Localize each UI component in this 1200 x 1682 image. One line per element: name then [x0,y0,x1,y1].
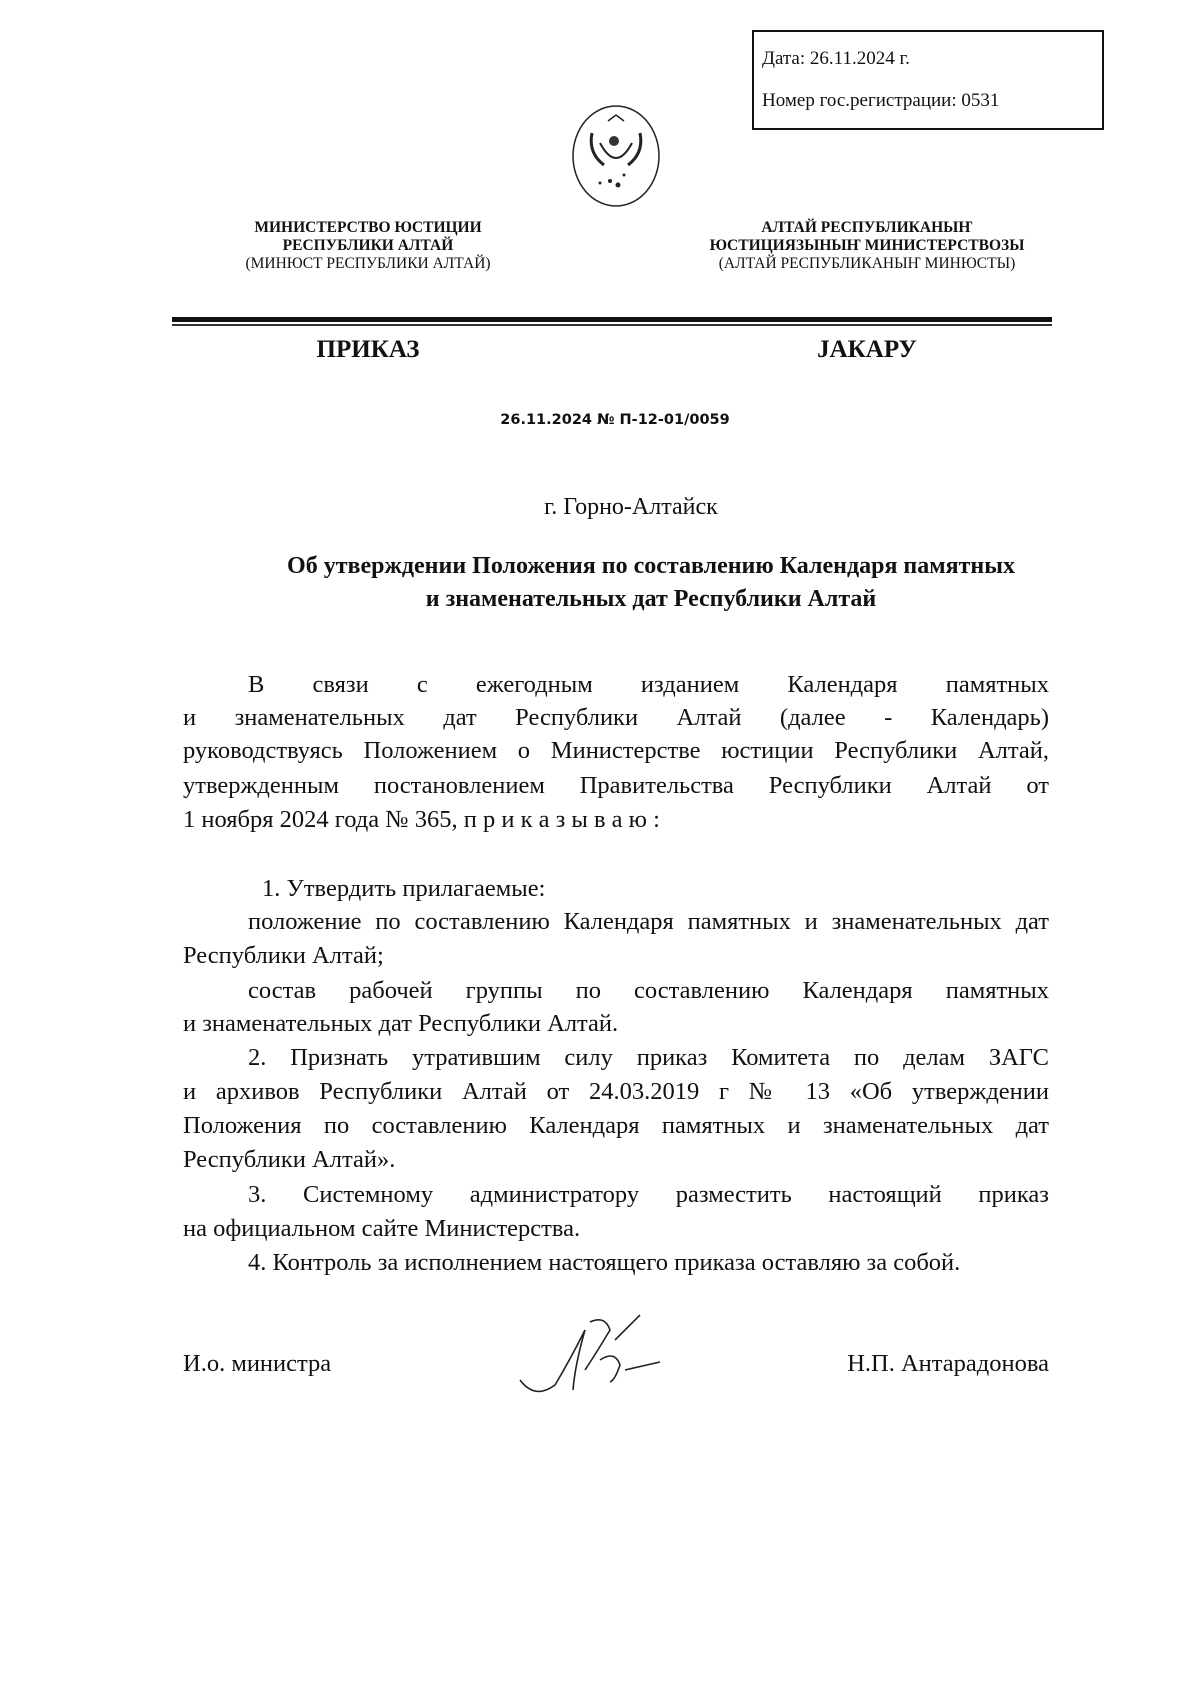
body-line: 4. Контроль за исполнением настоящего приказа оставляю за собой. [248,1249,961,1276]
header-line: (АЛТАЙ РЕСПУБЛИКАНЫҤ МИНЮСТЫ) [718,255,1016,272]
doc-type-alt: JАКАРУ [817,336,917,363]
body-line: Республики Алтай». [183,1146,396,1173]
body-line: и архивов Республики Алтай от 24.03.2019 г № 13 «Об утверждении [183,1078,1049,1105]
doc-type-ru: ПРИКАЗ [316,336,420,363]
registration-stamp [752,30,1104,130]
body-line: и знаменательных дат Республики Алтай. [183,1010,619,1037]
doc-number: 26.11.2024 № П-12-01/0059 [500,412,730,428]
ministry-name-alt [687,219,1047,273]
signatory-name: Н.П. Антарадонова [847,1350,1049,1377]
stamp-registration: Номер гос.регистрации: 0531 [762,90,1000,111]
body-line: руководствуясь Положением о Министерстве юстиции Республики Алтай, [183,737,1049,764]
signatory-position: И.о. министра [183,1350,332,1377]
handwritten-signature [515,1310,675,1405]
body-line: 3. Системному администратору разместить настоящий приказ [248,1181,1049,1208]
doc-title-line: Об утверждении Положения по составлению Календаря памятных [287,553,1015,579]
city: г. Горно-Алтайск [544,494,718,520]
body-line: В связи с ежегодным изданием Календаря памятных [248,671,1049,698]
body-line: Положения по составлению Календаря памятных и знаменательных дат [183,1112,1049,1139]
body-line: утвержденным постановлением Правительства Республики Алтай от [183,772,1049,799]
body-line: состав рабочей группы по составлению Календаря памятных [248,977,1049,1004]
doc-title-line: и знаменательных дат Республики Алтай [425,586,877,612]
header-line: (МИНЮСТ РЕСПУБЛИКИ АЛТАЙ) [245,255,491,272]
header-divider [172,317,1052,322]
header-line: ЮСТИЦИЯЗЫНЫҤ МИНИСТЕРСТВОЗЫ [709,237,1025,254]
coat-of-arms-emblem [570,103,662,209]
body-line: 1. Утвердить прилагаемые: [262,875,546,902]
stamp-date: Дата: 26.11.2024 г. [762,48,910,69]
body-line: Республики Алтай; [183,942,384,969]
header-divider-thin [172,324,1052,326]
ministry-name-ru [188,219,548,273]
header-line: АЛТАЙ РЕСПУБЛИКАНЫҤ [761,219,973,236]
header-line: РЕСПУБЛИКИ АЛТАЙ [282,237,454,254]
body-line: 1 ноября 2024 года № 365, п р и к а з ы в а ю : [183,806,660,833]
body-line: положение по составлению Календаря памятных и знаменательных дат [248,908,1049,935]
body-line: на официальном сайте Министерства. [183,1215,581,1242]
header-line: МИНИСТЕРСТВО ЮСТИЦИИ [254,219,482,236]
body-line: 2. Признать утратившим силу приказ Комитета по делам ЗАГС [248,1044,1049,1071]
body-line: и знаменательных дат Республики Алтай (далее - Календарь) [183,704,1049,731]
